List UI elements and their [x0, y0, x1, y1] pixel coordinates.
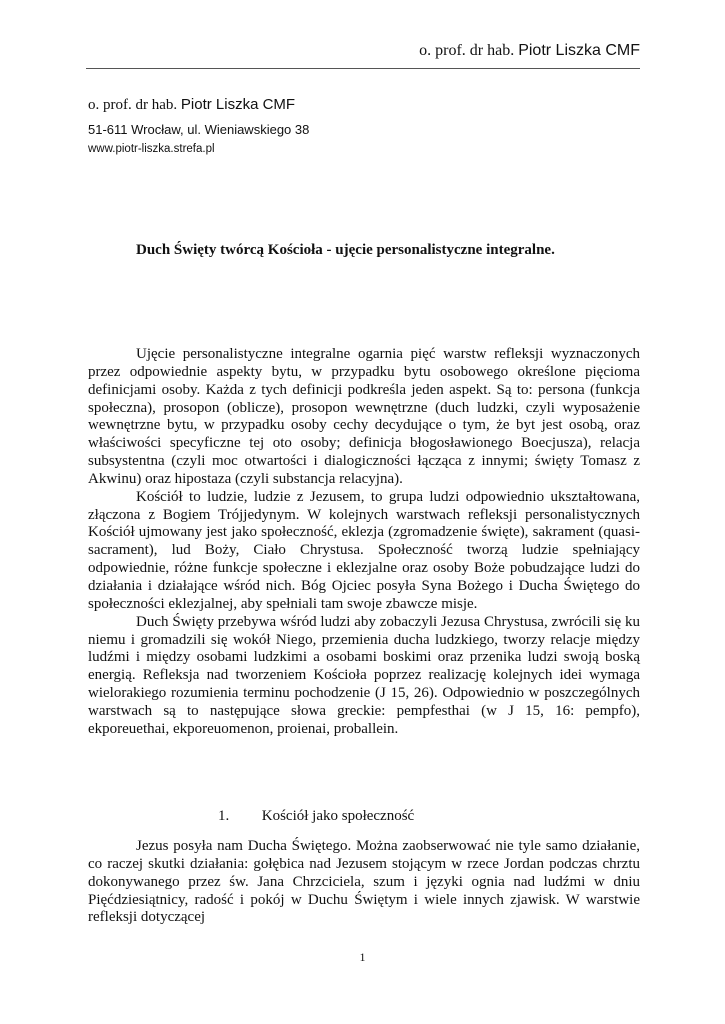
author-line	[88, 96, 295, 114]
paragraph: Jezus posyła nam Ducha Świętego. Można zaobserwować nie tyle samo działanie, co raczej skutki działania: gołębica nad Jezusem stojącym w rzece Jordan podczas chrztu dokonywanego przez św. Jana Chrzciciela, szum i języki ognia nad ludźmi w dniu Pięćdziesiątnicy, radość i pokój w Duchu Świętym i wiele innych zjawisk. W warstwie refleksji dotyczącej	[88, 838, 640, 926]
section-title: Kościół jako społeczność	[261, 808, 415, 824]
header-author-name: Piotr Liszka CMF	[518, 42, 640, 59]
header-divider	[86, 68, 640, 69]
author-name: Piotr Liszka CMF	[180, 96, 296, 113]
document-title: Duch Święty twórcą Kościoła - ujęcie personalistyczne integralne.	[136, 242, 555, 258]
section-number: 1.	[218, 808, 230, 824]
paragraph: Ujęcie personalistyczne integralne ogarnia pięć warstw refleksji wyznaczonych przez odpowiednie aspekty bytu, w przypadku bytu osobowego określone pięcioma definicjami osoby. Każda z tych definicji podkreśla jeden aspekt. Są to: persona (funkcja społeczna), prosopon (oblicze), prosopon wewnętrzne (duch ludzki, czyli wyposażenie wewnętrzne bytu, w przypadku osoby cechy decydujące o tym, że byt jest osobą, oraz właściwości specyficzne tej oto osoby; definicja błogosławionego Boecjusza), relacja subsystentna (czyli moc otwartości i dialogiczności łącząca z innymi; święty Tomasz z Akwinu) oraz hipostaza (czyli substancja relacyjna).	[88, 346, 640, 487]
page-header	[88, 42, 640, 60]
paragraph: Kościół to ludzie, ludzie z Jezusem, to grupa ludzi odpowiednio ukształtowana, złączona z Bogiem Trójjedynym. W kolejnych warstwach refleksji personalistycznych Kościół ujmowany jest jako społeczność, eklezja (zgromadzenie święte), sakrament (quasi-sacrament), lud Boży, Ciało Chrystusa. Społeczność tworzą ludzie spełniający odpowiednie, różne funkcje społeczne i eklezjalne oraz osoby Boże pobudzające ludzi do działania i działające wśród nich. Bóg Ojciec posyła Syna Bożego i Ducha Świętego do społeczności eklezjalnej, aby spełniali tam swoje zbawcze misje.	[88, 488, 640, 612]
section-body	[88, 838, 640, 927]
author-title-prefix: o. prof. dr hab.	[88, 97, 178, 113]
author-website: www.piotr-liszka.strefa.pl	[88, 143, 215, 155]
header-title-prefix: o. prof. dr hab.	[419, 42, 515, 59]
body-text	[88, 346, 640, 739]
paragraph: Duch Święty przebywa wśród ludzi aby zobaczyli Jezusa Chrystusa, zwrócili się ku niemu i gromadzili się wokół Niego, przemienia ducha ludzkiego, tworzy relacje między ludźmi i między osobami ludzkimi a osobami boskimi oraz przenika ludzi swoją boską energią. Refleksja nad tworzeniem Kościoła poprzez realizację kolejnych idei wymaga wielorakiego rozumienia terminu pochodzenie (J 15, 26). Odpowiednio w poszczególnych warstwach są to następujące słowa greckie: pempfesthai (w J 15, 16: pempfo), ekporeuethai, ekporeuomenon, proienai, proballein.	[88, 613, 640, 737]
author-address: 51-611 Wrocław, ul. Wieniawskiego 38	[88, 122, 310, 137]
page-number: 1	[359, 950, 366, 964]
section-heading	[218, 808, 414, 825]
